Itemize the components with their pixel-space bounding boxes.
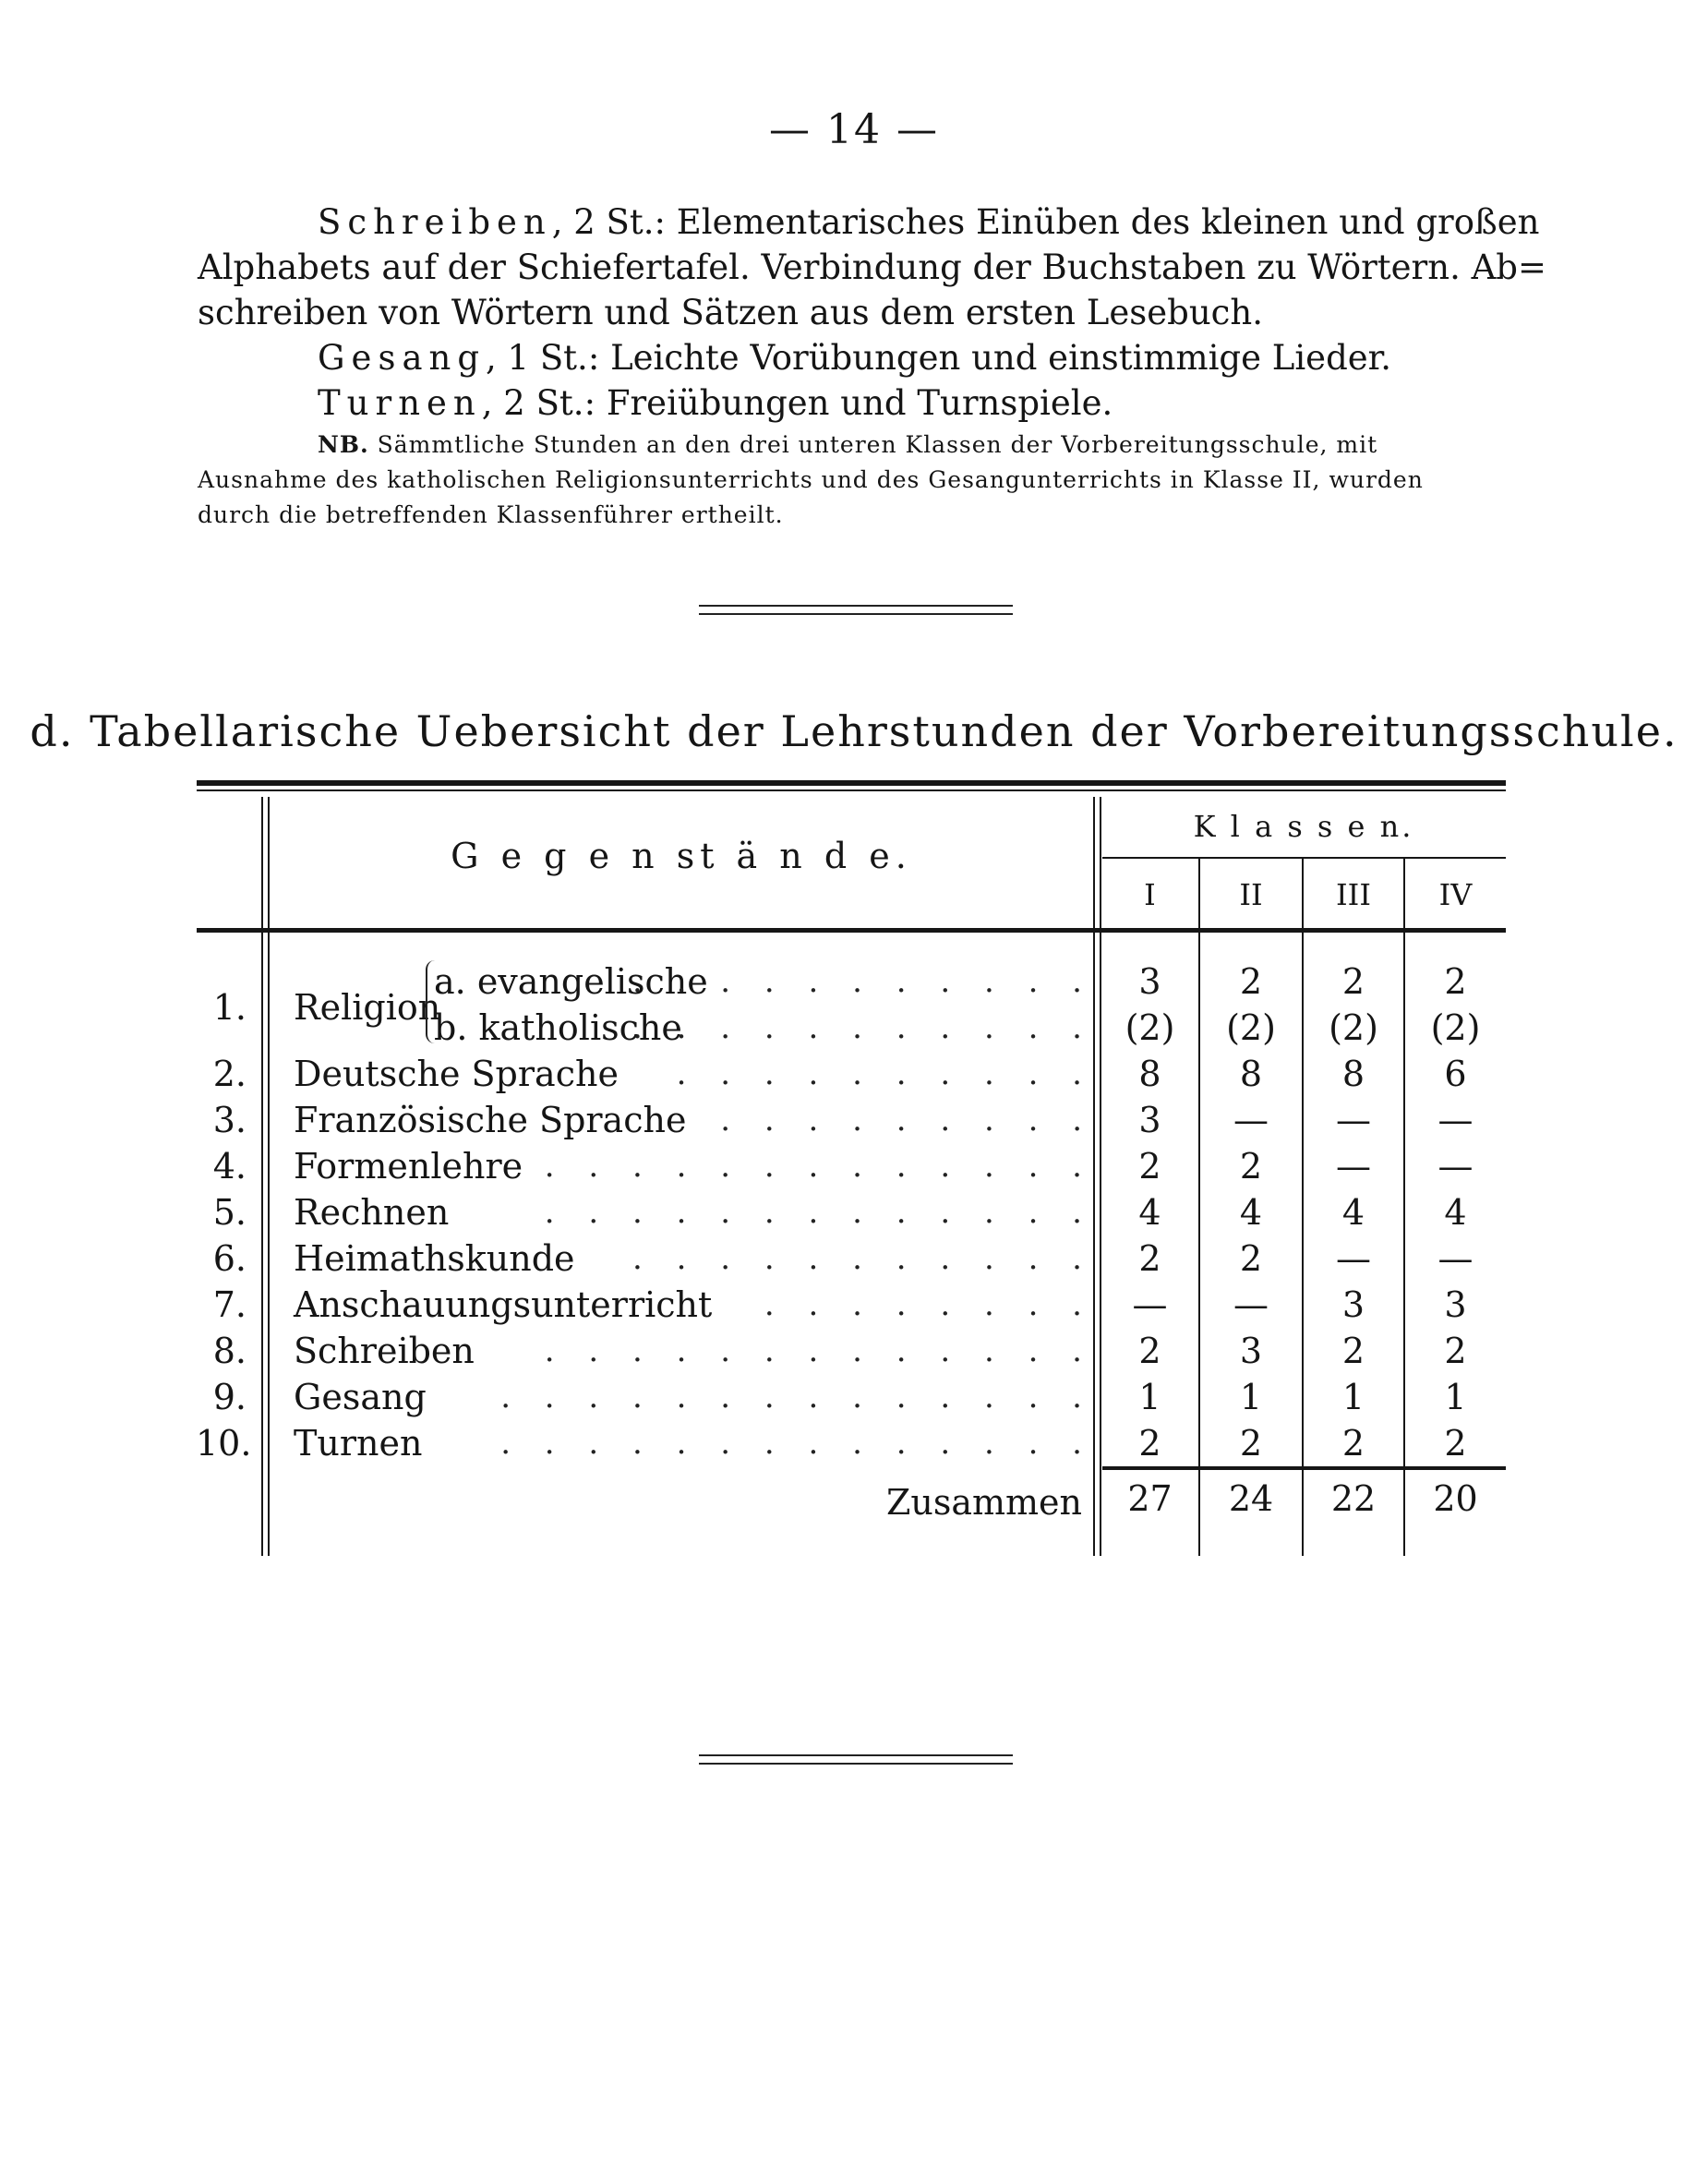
section-title: d. Tabellarische Uebersicht der Lehrstunden der Vorbereitungsschule. bbox=[30, 706, 1678, 756]
row-10-III: 2 bbox=[1341, 1423, 1365, 1464]
schreiben-text-3: schreiben von Wörtern und Sätzen aus dem ersten Lesebuch. bbox=[198, 293, 1263, 332]
religion-b-dots: . . . . . . . . . . . bbox=[632, 1009, 1094, 1046]
row-9-IV: 1 bbox=[1444, 1377, 1467, 1417]
row-num-6: 6. bbox=[212, 1238, 247, 1279]
row-7-IV: 3 bbox=[1444, 1284, 1467, 1325]
row-dots-2: . . . . . . . . . . bbox=[676, 1055, 1094, 1092]
row-dots-9: . . . . . . . . . . . . . . bbox=[500, 1379, 1094, 1416]
num-col-line-b bbox=[268, 797, 270, 1556]
row-subject-7: Anschauungsunterricht bbox=[294, 1284, 713, 1325]
row-4-III: — bbox=[1336, 1146, 1371, 1187]
turnen-hours: , 2 St.: bbox=[481, 383, 596, 423]
row-3-I: 3 bbox=[1138, 1100, 1161, 1140]
row-subject-6: Heimathskunde bbox=[294, 1238, 575, 1279]
row-8-I: 2 bbox=[1138, 1331, 1161, 1371]
row-3-II: — bbox=[1233, 1100, 1269, 1140]
divider-bottom bbox=[699, 1754, 1013, 1765]
gesang-hours: , 1 St.: bbox=[486, 338, 600, 378]
table-top-rule-thin bbox=[197, 789, 1506, 791]
row-8-III: 2 bbox=[1341, 1331, 1365, 1371]
totals-rule bbox=[1102, 1466, 1506, 1470]
row-num-10: 10. bbox=[196, 1423, 252, 1464]
total-I: 27 bbox=[1127, 1478, 1173, 1519]
schreiben-line-1 bbox=[198, 199, 1629, 247]
row-2-IV: 6 bbox=[1444, 1054, 1467, 1094]
row-6-IV: — bbox=[1437, 1238, 1473, 1279]
religion-label: Religion bbox=[294, 987, 441, 1028]
row-4-II: 2 bbox=[1239, 1146, 1263, 1187]
gesang-subject: Gesang bbox=[318, 338, 487, 378]
religion-a-IV: 2 bbox=[1444, 961, 1467, 1002]
row-subject-2: Deutsche Sprache bbox=[294, 1054, 619, 1094]
row-4-I: 2 bbox=[1138, 1146, 1161, 1187]
row-dots-6: . . . . . . . . . . . bbox=[632, 1240, 1094, 1277]
total-II: 24 bbox=[1228, 1478, 1274, 1519]
religion-b-IV: (2) bbox=[1430, 1007, 1481, 1048]
turnen-line bbox=[198, 380, 1629, 428]
row-9-II: 1 bbox=[1239, 1377, 1263, 1417]
row-6-I: 2 bbox=[1138, 1238, 1161, 1279]
row-num-religion: 1. bbox=[212, 987, 247, 1028]
turnen-subject: Turnen bbox=[318, 383, 482, 423]
total-IV: 20 bbox=[1433, 1478, 1478, 1519]
schreiben-hours: , 2 St.: bbox=[551, 202, 667, 242]
note-text-3: durch die betreffenden Klassenführer ertheilt. bbox=[198, 501, 784, 528]
table-top-rule bbox=[197, 780, 1506, 786]
num-col-line-a bbox=[261, 797, 263, 1556]
page-number: — 14 — bbox=[769, 106, 939, 153]
row-9-I: 1 bbox=[1138, 1377, 1161, 1417]
religion-a-dots: . . . . . . . . . . . bbox=[632, 963, 1094, 1000]
note-line-1 bbox=[198, 427, 1629, 464]
row-subject-10: Turnen bbox=[294, 1423, 423, 1464]
row-10-I: 2 bbox=[1138, 1423, 1161, 1464]
row-10-II: 2 bbox=[1239, 1423, 1263, 1464]
row-5-II: 4 bbox=[1239, 1192, 1263, 1233]
turnen-text: Freiübungen und Turnspiele. bbox=[606, 383, 1113, 423]
class-label-III: III bbox=[1336, 877, 1371, 912]
religion-a-I: 3 bbox=[1138, 961, 1161, 1002]
row-dots-8: . . . . . . . . . . . . . bbox=[544, 1332, 1094, 1369]
row-dots-4: . . . . . . . . . . . . . bbox=[544, 1148, 1094, 1185]
row-9-III: 1 bbox=[1341, 1377, 1365, 1417]
religion-b-III: (2) bbox=[1329, 1007, 1378, 1048]
row-dots-3: . . . . . . . . . bbox=[720, 1102, 1094, 1139]
note-text-2: Ausnahme des katholischen Religionsunterrichts und des Gesangunterrichts in Klasse II, wurden bbox=[198, 466, 1424, 493]
schreiben-text-2: Alphabets auf der Schiefertafel. Verbindung der Buchstaben zu Wörtern. Ab= bbox=[198, 247, 1546, 287]
klassen-rule bbox=[1102, 857, 1506, 859]
gesang-line bbox=[198, 334, 1629, 382]
row-num-8: 8. bbox=[212, 1331, 247, 1371]
table-header-rule bbox=[197, 928, 1506, 933]
row-7-II: — bbox=[1233, 1284, 1269, 1325]
row-10-IV: 2 bbox=[1444, 1423, 1467, 1464]
row-4-IV: — bbox=[1437, 1146, 1473, 1187]
row-subject-9: Gesang bbox=[294, 1377, 427, 1417]
row-3-III: — bbox=[1336, 1100, 1371, 1140]
row-subject-8: Schreiben bbox=[294, 1331, 475, 1371]
row-dots-7: . . . . . . . . bbox=[764, 1286, 1094, 1323]
row-7-I: — bbox=[1132, 1284, 1168, 1325]
row-8-II: 3 bbox=[1239, 1331, 1263, 1371]
row-subject-4: Formenlehre bbox=[294, 1146, 523, 1187]
schreiben-text-1: Elementarisches Einüben des kleinen und großen bbox=[676, 202, 1540, 242]
total-III: 22 bbox=[1330, 1478, 1377, 1519]
class-label-IV: IV bbox=[1438, 877, 1473, 912]
row-3-IV: — bbox=[1437, 1100, 1473, 1140]
row-5-I: 4 bbox=[1138, 1192, 1161, 1233]
row-subject-3: Französische Sprache bbox=[294, 1100, 687, 1140]
row-num-9: 9. bbox=[212, 1377, 247, 1417]
gesang-text: Leichte Vorübungen und einstimmige Lieder. bbox=[610, 338, 1392, 378]
note-text-1: Sämmtliche Stunden an den drei unteren Klassen der Vorbereitungsschule, mit bbox=[377, 431, 1378, 458]
row-num-4: 4. bbox=[212, 1146, 247, 1187]
class-label-I: I bbox=[1144, 877, 1156, 912]
note-label: NB. bbox=[318, 431, 369, 458]
class-label-II: II bbox=[1239, 877, 1263, 912]
row-5-III: 4 bbox=[1341, 1192, 1365, 1233]
religion-a-II: 2 bbox=[1239, 961, 1263, 1002]
religion-sub-a: a. evangelische bbox=[434, 961, 708, 1002]
row-num-2: 2. bbox=[212, 1054, 247, 1094]
total-label: Zusammen bbox=[885, 1482, 1082, 1523]
religion-b-I: (2) bbox=[1125, 1007, 1175, 1048]
religion-sub-b: b. katholische bbox=[434, 1007, 682, 1048]
header-classes: K l a s s e n. bbox=[1193, 809, 1414, 844]
row-8-IV: 2 bbox=[1444, 1331, 1467, 1371]
religion-b-II: (2) bbox=[1226, 1007, 1276, 1048]
header-subjects: G e g e n st ä n d e. bbox=[451, 836, 912, 876]
row-num-7: 7. bbox=[212, 1284, 247, 1325]
row-7-III: 3 bbox=[1341, 1284, 1365, 1325]
schreiben-subject: Schreiben bbox=[318, 202, 552, 242]
religion-a-III: 2 bbox=[1341, 961, 1365, 1002]
divider-top bbox=[699, 605, 1013, 615]
row-2-III: 8 bbox=[1341, 1054, 1365, 1094]
row-num-3: 3. bbox=[212, 1100, 247, 1140]
row-6-II: 2 bbox=[1239, 1238, 1263, 1279]
row-2-I: 8 bbox=[1138, 1054, 1161, 1094]
row-2-II: 8 bbox=[1239, 1054, 1263, 1094]
row-5-IV: 4 bbox=[1444, 1192, 1467, 1233]
row-dots-5: . . . . . . . . . . . . . bbox=[544, 1194, 1094, 1231]
row-dots-10: . . . . . . . . . . . . . . bbox=[500, 1425, 1094, 1462]
row-subject-5: Rechnen bbox=[294, 1192, 450, 1233]
row-num-5: 5. bbox=[212, 1192, 247, 1233]
row-6-III: — bbox=[1336, 1238, 1371, 1279]
